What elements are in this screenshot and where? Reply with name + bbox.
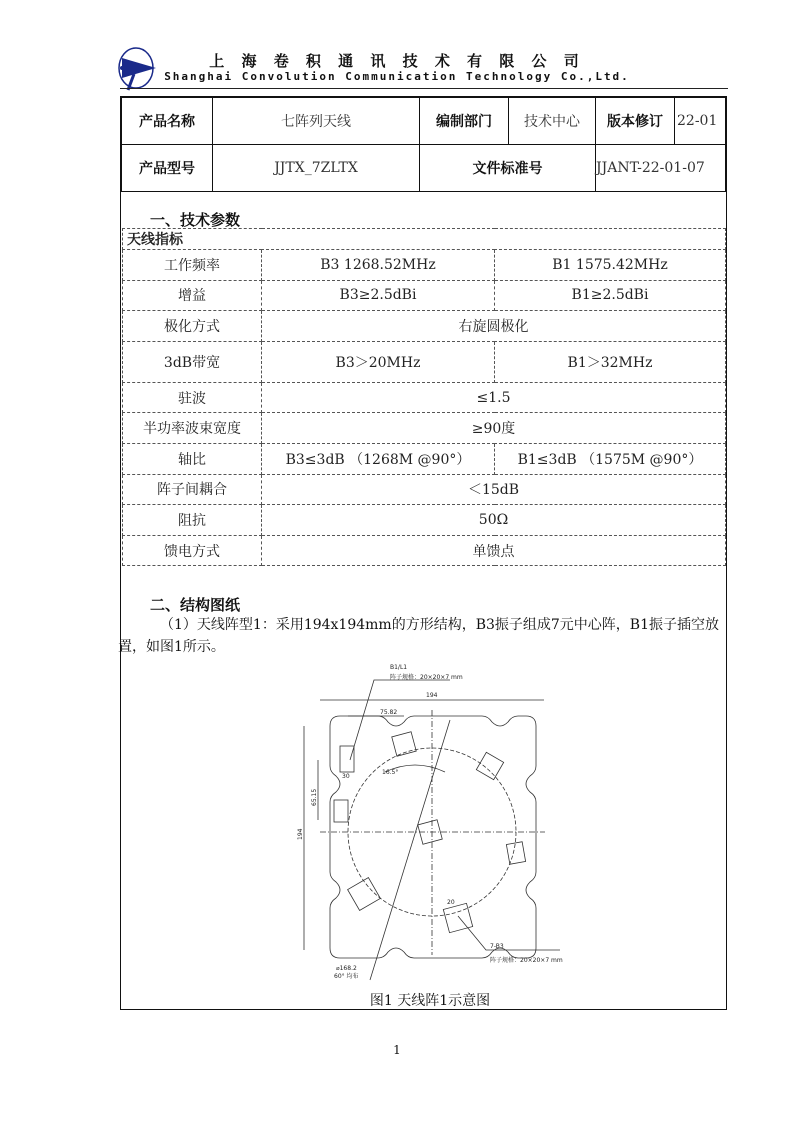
b3-size-label: 阵子规格：20×20×7 mm	[490, 957, 563, 964]
b3-cell: B3＞20MHz	[262, 341, 495, 382]
b1-cell: B1≤3dB （1575M @90°）	[495, 443, 726, 474]
width-dim-label: 194	[426, 692, 438, 699]
table-row	[123, 341, 726, 382]
diameter-label: ⌀168.2	[336, 965, 357, 972]
page-number: 1	[393, 1043, 401, 1057]
merged-cell: ＜15dB	[262, 474, 726, 505]
company-name-en: Shanghai Convolution Communication Technology Co.,Ltd.	[164, 70, 630, 83]
b3-tag-label: 7-B3	[490, 943, 504, 950]
product-name-value: 七阵列天线	[213, 98, 420, 145]
param-cell: 工作频率	[123, 250, 262, 281]
merged-cell: ≥90度	[262, 413, 726, 444]
b1-cell: B1＞32MHz	[495, 341, 726, 382]
b1-box-label: 30	[342, 773, 350, 780]
table-row	[123, 505, 726, 536]
model-value: JJTX_7ZLTX	[213, 145, 420, 192]
doc-no-label: 文件标准号	[420, 145, 596, 192]
model-label: 产品型号	[122, 145, 213, 192]
param-cell: 馈电方式	[123, 535, 262, 566]
spread-label: 60° 均布	[334, 973, 359, 980]
b1-cell: B1≥2.5dBi	[495, 280, 726, 311]
figure-caption: 图1 天线阵1示意图	[369, 993, 491, 1009]
merged-cell: 50Ω	[262, 505, 726, 536]
param-cell: 阵子间耦合	[123, 474, 262, 505]
param-cell: 3dB带宽	[123, 341, 262, 382]
table-row	[123, 443, 726, 474]
height-dim-label: 194	[297, 828, 304, 840]
b3-cell: B3≤3dB （1268M @90°）	[262, 443, 495, 474]
section2-title: 二、结构图纸	[150, 596, 241, 614]
offset-y-dim-label: 65.15	[311, 788, 318, 806]
table-row	[123, 280, 726, 311]
dept-label: 编制部门	[420, 98, 509, 145]
spec-table	[122, 228, 726, 566]
b3-cell: B3≥2.5dBi	[262, 280, 495, 311]
header-rule	[120, 88, 728, 89]
table-row	[123, 535, 726, 566]
doc-no-value: JJANT-22-01-07	[596, 145, 726, 192]
param-cell: 阻抗	[123, 505, 262, 536]
table-row	[123, 474, 726, 505]
param-cell: 轴比	[123, 443, 262, 474]
b3-cell: B3 1268.52MHz	[262, 250, 495, 281]
section1-title: 一、技术参数	[150, 211, 241, 229]
table-row	[123, 311, 726, 342]
param-cell: 半功率波束宽度	[123, 413, 262, 444]
table-row	[123, 413, 726, 444]
param-cell: 极化方式	[123, 311, 262, 342]
version-value: 22-01	[675, 98, 726, 145]
dept-value: 技术中心	[509, 98, 596, 145]
company-name-cn: 上 海 卷 积 通 讯 技 术 有 限 公 司	[209, 52, 585, 70]
merged-cell: ≤1.5	[262, 382, 726, 413]
table-row	[123, 250, 726, 281]
header-table	[121, 97, 726, 192]
table-row	[123, 382, 726, 413]
merged-cell: 单馈点	[262, 535, 726, 566]
angle-label: 16.5°	[382, 769, 399, 776]
merged-cell: 右旋圆极化	[262, 311, 726, 342]
param-cell: 增益	[123, 280, 262, 311]
offset-x-dim-label: 75.82	[380, 709, 398, 716]
b3-box-label: 20	[447, 899, 455, 906]
version-label: 版本修订	[596, 98, 675, 145]
b1-size-label: 阵子规格：20×20×7 mm	[390, 674, 463, 681]
b1-cell: B1 1575.42MHz	[495, 250, 726, 281]
antenna-array-drawing	[290, 660, 580, 990]
product-name-label: 产品名称	[122, 98, 213, 145]
param-cell: 驻波	[123, 382, 262, 413]
section2-paragraph: （1）天线阵型1：采用194x194mm的方形结构，B3振子组成7元中心阵，B1振子插空放置，如图1所示。	[118, 617, 720, 655]
b1-tag-label: B1/L1	[390, 664, 408, 671]
spec-table-caption: 天线指标	[123, 229, 726, 250]
